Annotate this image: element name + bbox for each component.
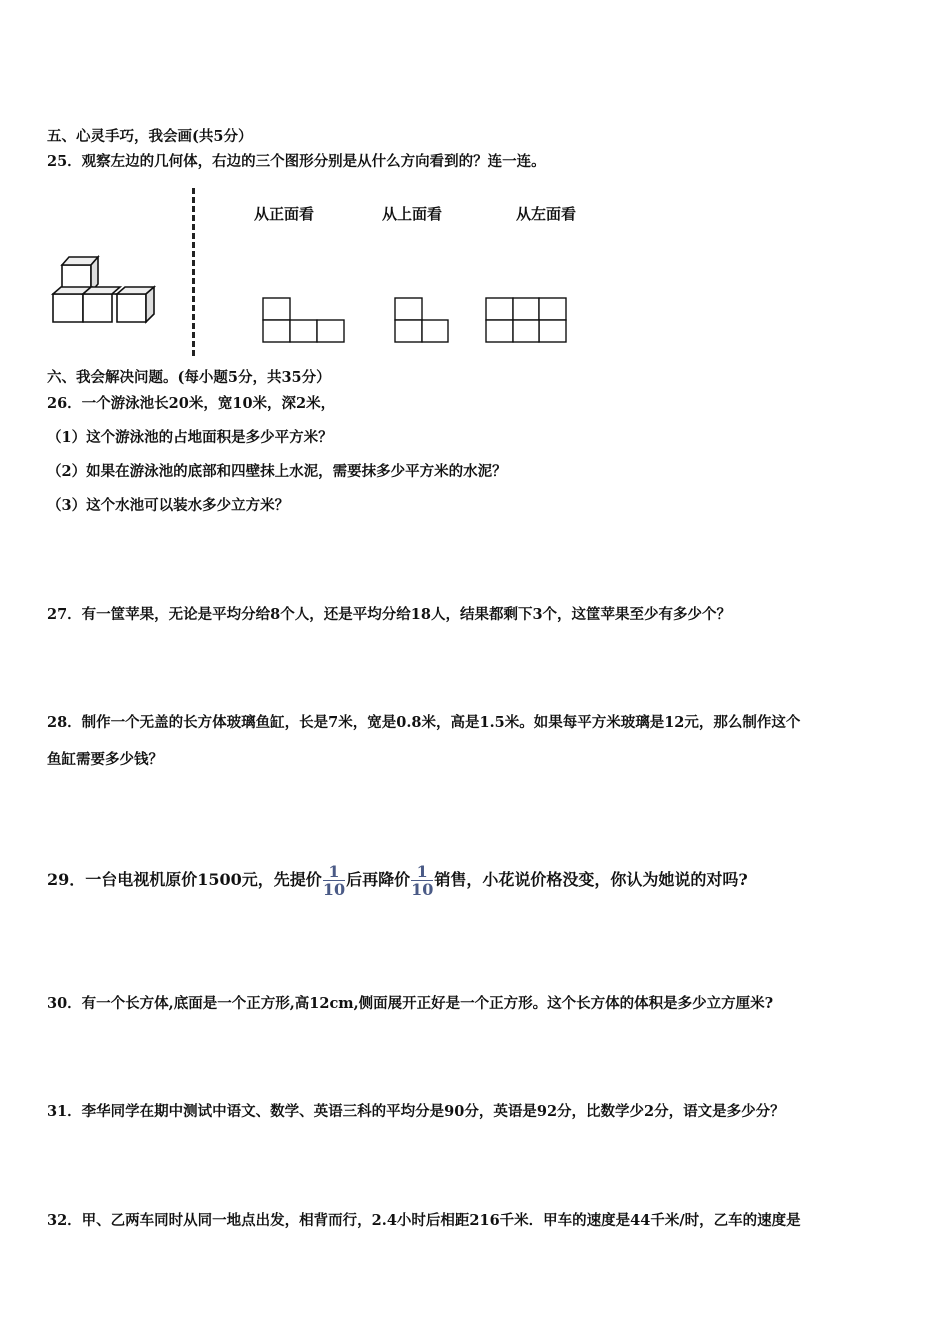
question-32-text: 32．甲、乙两车同时从同一地点出发，相背而行，2.4小时后相距216千米．甲车的速度是44千米/时，乙车的速度是 <box>47 1212 801 1229</box>
view-label-front: 从正面看 <box>254 205 315 223</box>
question-28-line-2: 鱼缸需要多少钱？ <box>47 751 163 768</box>
fraction-1-numerator: 1 <box>323 863 345 881</box>
question-28-line-1: 28．制作一个无盖的长方体玻璃鱼缸，长是7米，宽是0.8米，高是1.5米。如果每平方米玻璃是12元，那么制作这个 <box>47 714 801 731</box>
section-5-heading: 五、心灵手巧，我会画(共5分） <box>47 128 253 145</box>
view-label-left: 从左面看 <box>516 205 577 223</box>
question-29-part-2: 后再降价 <box>346 870 411 889</box>
question-25-text: 25．观察左边的几何体，右边的三个图形分别是从什么方向看到的？连一连。 <box>47 153 546 170</box>
fraction-2-numerator: 1 <box>411 863 433 881</box>
fraction-one-tenth-1 <box>323 863 345 898</box>
question-26-sub-3: （3）这个水池可以装水多少立方米？ <box>47 497 290 514</box>
view-label-top: 从上面看 <box>382 205 443 223</box>
fraction-one-tenth-2 <box>411 863 433 898</box>
question-29-part-1: 29．一台电视机原价1500元，先提价 <box>47 870 322 889</box>
fraction-2-denominator: 10 <box>411 880 434 899</box>
cube-solid-figure <box>50 254 168 326</box>
dashed-divider <box>192 188 195 356</box>
question-29-part-3: 销售，小花说价格没变，你认为她说的对吗? <box>434 870 748 889</box>
view-shape-1 <box>262 297 346 345</box>
question-30-text: 30．有一个长方体,底面是一个正方形,高12cm,侧面展开正好是一个正方形。这个长方体的体积是多少立方厘米? <box>47 995 774 1012</box>
question-26-sub-2: （2）如果在游泳池的底部和四壁抹上水泥，需要抹多少平方米的水泥？ <box>47 463 507 480</box>
section-6-heading: 六、我会解决问题。(每小题5分，共35分） <box>47 369 331 386</box>
question-31-text: 31．李华同学在期中测试中语文、数学、英语三科的平均分是90分，英语是92分，比数学少2分，语文是多少分？ <box>47 1103 785 1120</box>
question-26-text: 26．一个游泳池长20米，宽10米，深2米， <box>47 395 336 412</box>
question-26-sub-1: （1）这个游泳池的占地面积是多少平方米？ <box>47 429 333 446</box>
view-shape-3 <box>485 297 569 345</box>
fraction-1-denominator: 10 <box>322 880 346 899</box>
question-27-text: 27．有一筐苹果，无论是平均分给8个人，还是平均分给18人，结果都剩下3个，这筐苹果至少有多少个？ <box>47 606 732 623</box>
question-29 <box>47 860 748 900</box>
view-shape-2 <box>394 297 450 345</box>
